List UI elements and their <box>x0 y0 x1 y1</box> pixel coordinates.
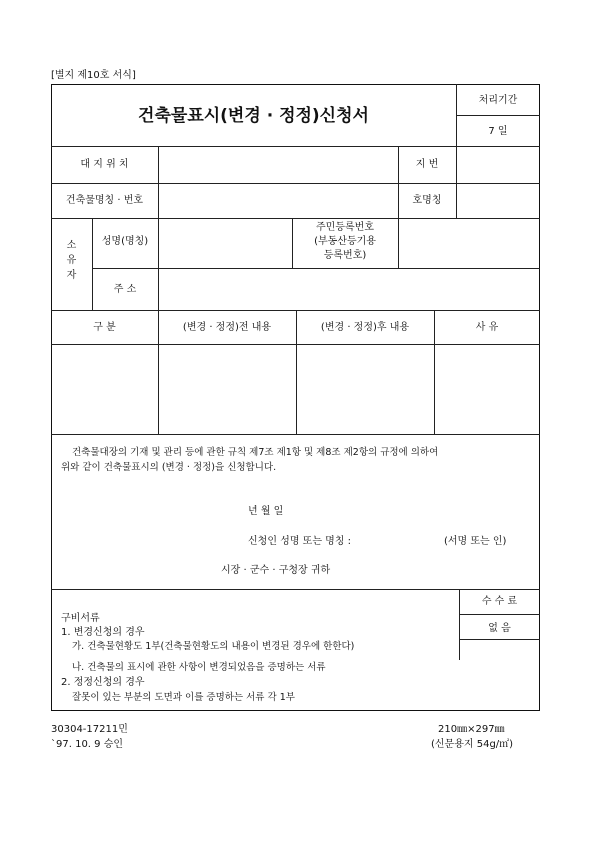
site-location-field[interactable] <box>160 148 396 181</box>
id-number-label-line: 등록번호) <box>323 250 367 261</box>
statement-line: 건축물대장의 기재 및 관리 등에 관한 규칙 제7조 제1항 및 제8조 제2항의 규정에 의하여 <box>72 447 439 458</box>
id-number-label-line: (부동산등기용 <box>314 236 376 247</box>
applicant-name-field[interactable] <box>374 532 440 550</box>
owner-name-field[interactable] <box>160 220 290 266</box>
unit-name-field[interactable] <box>458 185 538 216</box>
documents-line: 잘못이 있는 부분의 도면과 이를 증명하는 서류 각 1부 <box>72 692 295 703</box>
detail-after-field[interactable] <box>298 346 432 432</box>
documents-title: 구비서류 <box>61 613 100 624</box>
documents-line: 1. 변경신청의 경우 <box>61 627 145 638</box>
date-line: 년 월 일 <box>248 506 284 517</box>
paper-size: 210㎜×297㎜ <box>438 724 505 735</box>
divider <box>51 218 540 219</box>
paper-type: (신문용지 54g/㎡) <box>431 739 514 750</box>
id-number-label-line: 주민등록번호 <box>316 222 374 233</box>
statement-line: 위와 같이 건축물표시의 (변경 · 정정)을 신청합니다. <box>61 462 277 473</box>
site-location-label: 대 지 위 치 <box>80 159 129 170</box>
divider <box>51 146 540 147</box>
divider <box>456 115 540 116</box>
processing-period-value: 7 일 <box>488 126 508 137</box>
detail-header-category: 구 분 <box>93 322 116 333</box>
divider <box>158 146 159 218</box>
lot-number-label: 지 번 <box>415 159 439 170</box>
fee-value: 없 음 <box>488 623 511 634</box>
owner-label-char: 유 <box>66 255 77 266</box>
form-code: 30304-17211민 <box>51 724 128 735</box>
divider <box>158 218 159 310</box>
owner-name-label: 성명(명칭) <box>101 236 149 247</box>
divider <box>51 344 540 345</box>
owner-address-field[interactable] <box>160 270 538 308</box>
divider <box>92 268 540 269</box>
divider <box>456 146 457 218</box>
divider <box>398 218 399 268</box>
id-number-field[interactable] <box>400 220 538 266</box>
unit-name-label: 호명칭 <box>412 195 442 206</box>
documents-line: 2. 정정신청의 경우 <box>61 677 145 688</box>
divider <box>51 183 540 184</box>
fee-label: 수 수 료 <box>481 596 518 607</box>
detail-header-after: (변경 · 정정)후 내용 <box>320 322 410 333</box>
owner-address-label: 주 소 <box>113 284 137 295</box>
building-name-label: 건축물명칭 · 번호 <box>65 195 144 206</box>
recipient-label: 시장 · 군수 · 구청장 귀하 <box>221 565 331 576</box>
form-title: 건축물표시(변경 · 정정)신청서 <box>138 106 369 126</box>
divider <box>51 589 540 590</box>
detail-header-before: (변경 · 정정)전 내용 <box>182 322 272 333</box>
signature-label: (서명 또는 인) <box>444 536 507 547</box>
applicant-label: 신청인 성명 또는 명칭 : <box>248 536 352 547</box>
divider <box>92 218 93 310</box>
divider <box>459 614 540 615</box>
divider <box>398 146 399 218</box>
documents-line: 가. 건축물현황도 1부(건축물현황도의 내용이 변경된 경우에 한한다) <box>72 641 355 652</box>
divider <box>459 639 540 640</box>
approval-date: `97. 10. 9 승인 <box>51 739 124 750</box>
processing-period-label: 처리기간 <box>478 95 518 106</box>
detail-header-reason: 사 유 <box>475 322 499 333</box>
owner-label-char: 자 <box>66 270 77 281</box>
owner-label-char: 소 <box>66 240 77 251</box>
detail-reason-field[interactable] <box>436 346 538 432</box>
divider <box>51 434 540 435</box>
documents-line: 나. 건축물의 표시에 관한 사항이 변경되었음을 증명하는 서류 <box>72 662 326 673</box>
building-name-field[interactable] <box>160 185 396 216</box>
detail-before-field[interactable] <box>160 346 294 432</box>
detail-category-field[interactable] <box>53 346 156 432</box>
lot-number-field[interactable] <box>458 148 538 181</box>
form-number-label: [별지 제10호 서식] <box>51 70 136 81</box>
